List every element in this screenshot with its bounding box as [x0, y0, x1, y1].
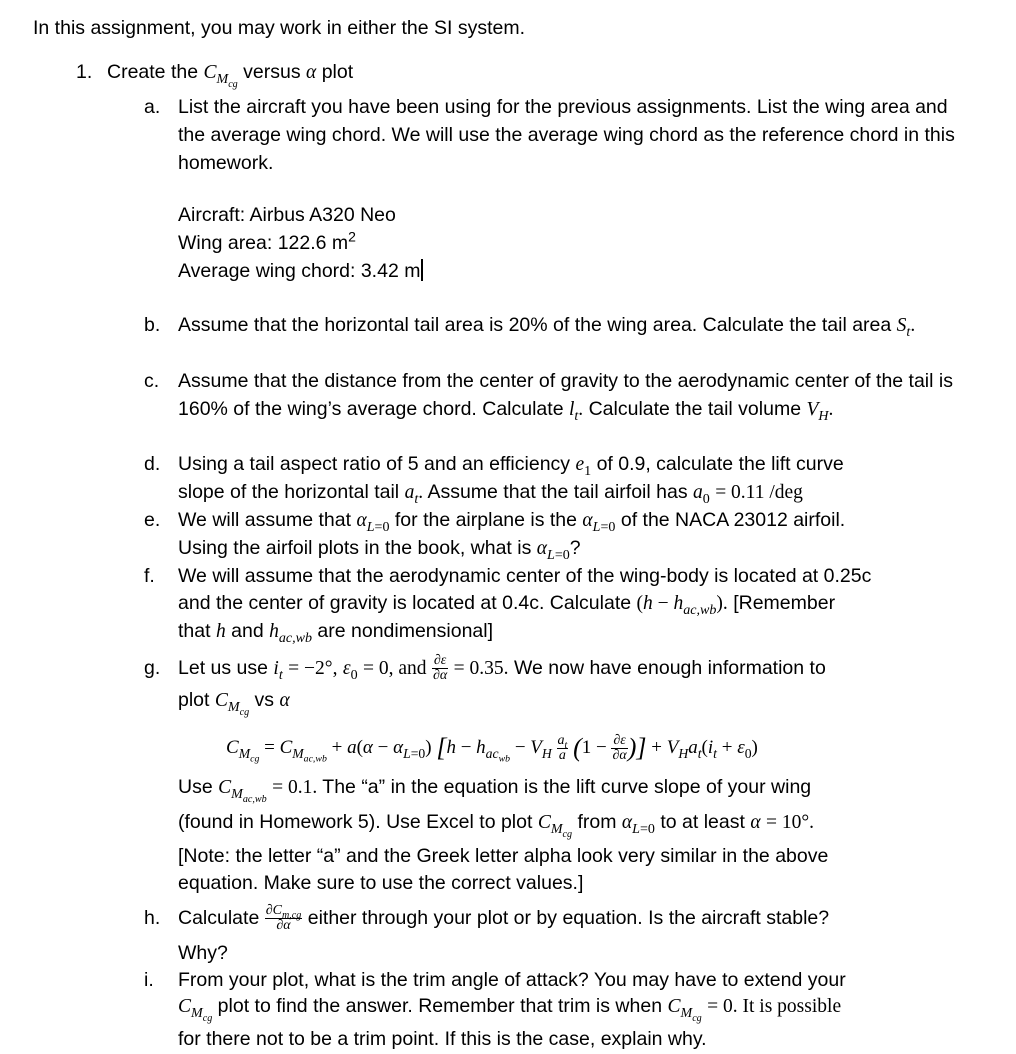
- item-i-line3: for there not to be a trim point. If this is the case, explain why.: [178, 1028, 707, 1050]
- answer-wing-chord-text: Average wing chord: 3.42 m: [178, 260, 421, 282]
- item-b-text: Assume that the horizontal tail area is 20% of the wing area. Calculate the tail area: [178, 314, 892, 336]
- item-marker-d: d.: [144, 453, 161, 475]
- downwash-gradient-value: = 0.35.: [453, 658, 509, 679]
- item-f-line3-mid: and: [231, 620, 264, 642]
- question-title-end: plot: [321, 61, 354, 83]
- airfoil-lift-slope-value: = 0.11 /deg: [715, 482, 803, 503]
- item-f-line2-post: [Remember: [733, 592, 836, 614]
- item-f-line2-pre: and the center of gravity is located at 0.4c. Calculate: [178, 592, 632, 614]
- item-g-line2-post: vs: [254, 689, 275, 711]
- alpha-symbol: α: [279, 690, 290, 711]
- item-g-line1-pre: Let us use: [178, 657, 268, 679]
- cm-cg-equation: $C_{M_{cg}} = C_{M_{ac,wb}} + a(\alpha - \alpha_{L=0}) [h - h_{ac_{wb}} - V_H$ $\frac{a_t}{a}$ (1 − $\frac{\partial\varepsilon}{\partial\alpha}$ )] + $V_Ha_t(i_t + \varepsilon_0)$: [226, 733, 758, 765]
- item-g-use-post: The “a” in the equation is the lift curve slope of your wing: [322, 776, 812, 798]
- dcm-dalpha-fraction: $\frac{\partial C_{m,cg}}{\partial\alpha}$: [265, 903, 302, 934]
- item-marker-g: g.: [144, 657, 161, 679]
- answer-wing-chord: [178, 257, 423, 285]
- zero-lift-aoa-symbol: $\alpha_{L=0}$: [621, 812, 655, 837]
- item-f-line3-pre: that: [178, 620, 211, 642]
- item-e-line2: Using the airfoil plots in the book, what is $\alpha_{L=0}$?: [178, 537, 581, 563]
- hac-symbol: $h_{ac,wb}$: [269, 621, 312, 646]
- answer-aircraft: Aircraft: Airbus A320 Neo: [178, 204, 396, 226]
- item-c-text2: Calculate the tail volume: [588, 398, 802, 420]
- item-a-text: List the aircraft you have been using for the previous assignments. List the wing area and the average wing chord. We will use the average wing chord as the reference chord in this homework.: [178, 96, 955, 174]
- item-c: Assume that the distance from the center of gravity to the aerodynamic center of the tail is 160% of the wing’s average chord. Calculate $l_t$. Calculate the tail volume $V_H$.: [178, 370, 953, 424]
- item-f-line3-post: are nondimensional]: [317, 620, 494, 642]
- item-marker-a: a.: [144, 96, 161, 118]
- item-g-line1-post: We now have enough information to: [513, 657, 826, 679]
- item-d-line1-pre: Using a tail aspect ratio of 5 and an efficiency: [178, 453, 571, 475]
- item-g-found-mid: from: [577, 811, 617, 833]
- cm-cg-symbol: $C_{M_{cg}}$: [667, 996, 702, 1024]
- item-g-note2: equation. Make sure to use the correct values.]: [178, 872, 584, 894]
- alpha-max-value: = 10°.: [766, 812, 815, 833]
- item-d-line2-mid: Assume that the tail airfoil has: [427, 481, 688, 503]
- item-marker-h: h.: [144, 907, 161, 929]
- item-h-line2: Why?: [178, 942, 228, 964]
- item-i-line1: From your plot, what is the trim angle of attack? You may have to extend your: [178, 969, 846, 991]
- epsilon0-value: = 0, and: [363, 658, 427, 679]
- answer-wing-area-text: Wing area: 122.6 m: [178, 232, 349, 254]
- question-title: [107, 58, 354, 90]
- h-minus-hac-expression: $(h - h_{ac,wb})$.: [636, 593, 728, 618]
- tail-arm-symbol: $l_t$: [568, 399, 579, 424]
- item-c-text: Assume that the distance from the center of gravity to the aerodynamic center of the tail is 160% of the wing’s average chord. Calculate: [178, 370, 953, 420]
- tail-incidence-symbol: $i_t$: [273, 658, 283, 683]
- item-g-note1: [Note: the letter “a” and the Greek letter alpha look very similar in the above: [178, 845, 829, 867]
- question-number: 1.: [76, 61, 93, 83]
- item-g-use-pre: Use: [178, 776, 213, 798]
- alpha-symbol: α: [306, 62, 317, 83]
- item-e-line1-mid: for the airplane is the: [394, 509, 577, 531]
- item-marker-f: f.: [144, 565, 155, 587]
- item-marker-c: c.: [144, 370, 160, 392]
- item-d-line1: [178, 450, 844, 479]
- item-e-line2-pre: Using the airfoil plots in the book, what is: [178, 537, 532, 559]
- zero-lift-aoa-symbol: $\alpha_{L=0}$: [536, 538, 570, 563]
- alpha-symbol: α: [750, 812, 761, 833]
- item-e-line1-pre: We will assume that: [178, 509, 352, 531]
- item-d-line1-post: of 0.9, calculate the lift curve: [596, 453, 844, 475]
- tail-incidence-value: = −2°,: [288, 658, 338, 679]
- efficiency-symbol: $e_1$: [575, 454, 592, 479]
- item-f-line2: [178, 589, 835, 618]
- item-f-line3: [178, 617, 493, 646]
- item-g-found-pre: (found in Homework 5). Use Excel to plot: [178, 811, 533, 833]
- item-i-line2-post: plot to find the answer. Remember that trim is when: [217, 995, 663, 1017]
- question-title-post: versus: [243, 61, 301, 83]
- item-marker-b: b.: [144, 314, 161, 336]
- item-g-found-post: to at least: [660, 811, 745, 833]
- intro-text: In this assignment, you may work in either the SI system.: [33, 17, 526, 39]
- item-i-line2-val: = 0. It is possible: [707, 996, 842, 1017]
- item-d-line2: slope of the horizontal tail $a_t$. Assume that the tail airfoil has $a_0 = 0.11$ /deg: [178, 481, 803, 507]
- item-b: Assume that the horizontal tail area is 20% of the wing area. Calculate the tail area $S_t$.: [178, 314, 916, 340]
- airfoil-lift-slope-symbol: $a_0$: [693, 482, 710, 507]
- item-marker-i: i.: [144, 969, 154, 991]
- answer-wing-area: [178, 229, 356, 257]
- cm-cg-symbol: $C_{M_{cg}}$: [537, 812, 573, 840]
- text-cursor: [421, 259, 423, 281]
- tail-lift-slope-symbol: $a_t$: [404, 482, 419, 507]
- item-g-line2-pre: plot: [178, 689, 210, 711]
- zero-lift-aoa-symbol: $\alpha_{L=0}$: [582, 510, 616, 535]
- cm-cg-symbol: $C_{M_{cg}}$: [178, 996, 213, 1024]
- item-g-line2: [178, 686, 290, 718]
- zero-lift-aoa-symbol: $\alpha_{L=0}$: [356, 510, 390, 535]
- tail-area-symbol: $S_t$: [896, 315, 911, 340]
- item-g-found-line: [178, 808, 815, 840]
- item-marker-e: e.: [144, 509, 161, 531]
- item-h-pre: Calculate: [178, 907, 260, 929]
- item-e-line1: [178, 506, 845, 535]
- cm-ac-wb-value: = 0.1.: [272, 777, 318, 798]
- item-g-use-line: [178, 773, 812, 805]
- item-h-post: either through your plot or by equation. Is the aircraft stable?: [307, 907, 830, 929]
- cm-cg-symbol: $C_{M_{cg}}$: [214, 690, 250, 718]
- item-f-line1: We will assume that the aerodynamic center of the wing-body is located at 0.25c: [178, 565, 872, 587]
- item-i-line2: [178, 992, 842, 1024]
- question-title-pre: Create the: [107, 61, 199, 83]
- epsilon0-symbol: $\varepsilon_0$: [342, 658, 358, 683]
- cm-cg-symbol: $C_{M_{cg}}$: [203, 62, 238, 90]
- item-h-line1: [178, 904, 829, 933]
- item-e-line1-post: of the NACA 23012 airfoil.: [620, 509, 846, 531]
- tail-volume-symbol: $V_H$: [806, 399, 829, 424]
- item-d-line2-pre: slope of the horizontal tail: [178, 481, 400, 503]
- item-g-line1: [178, 654, 826, 683]
- answer-wing-area-unit-sup: 2: [348, 228, 356, 245]
- h-symbol: h: [215, 621, 226, 642]
- cm-ac-wb-symbol: $C_{M_{ac,wb}}$: [218, 777, 267, 805]
- downwash-gradient-fraction: $\frac{\partial\varepsilon}{\partial\alpha}$: [432, 653, 448, 684]
